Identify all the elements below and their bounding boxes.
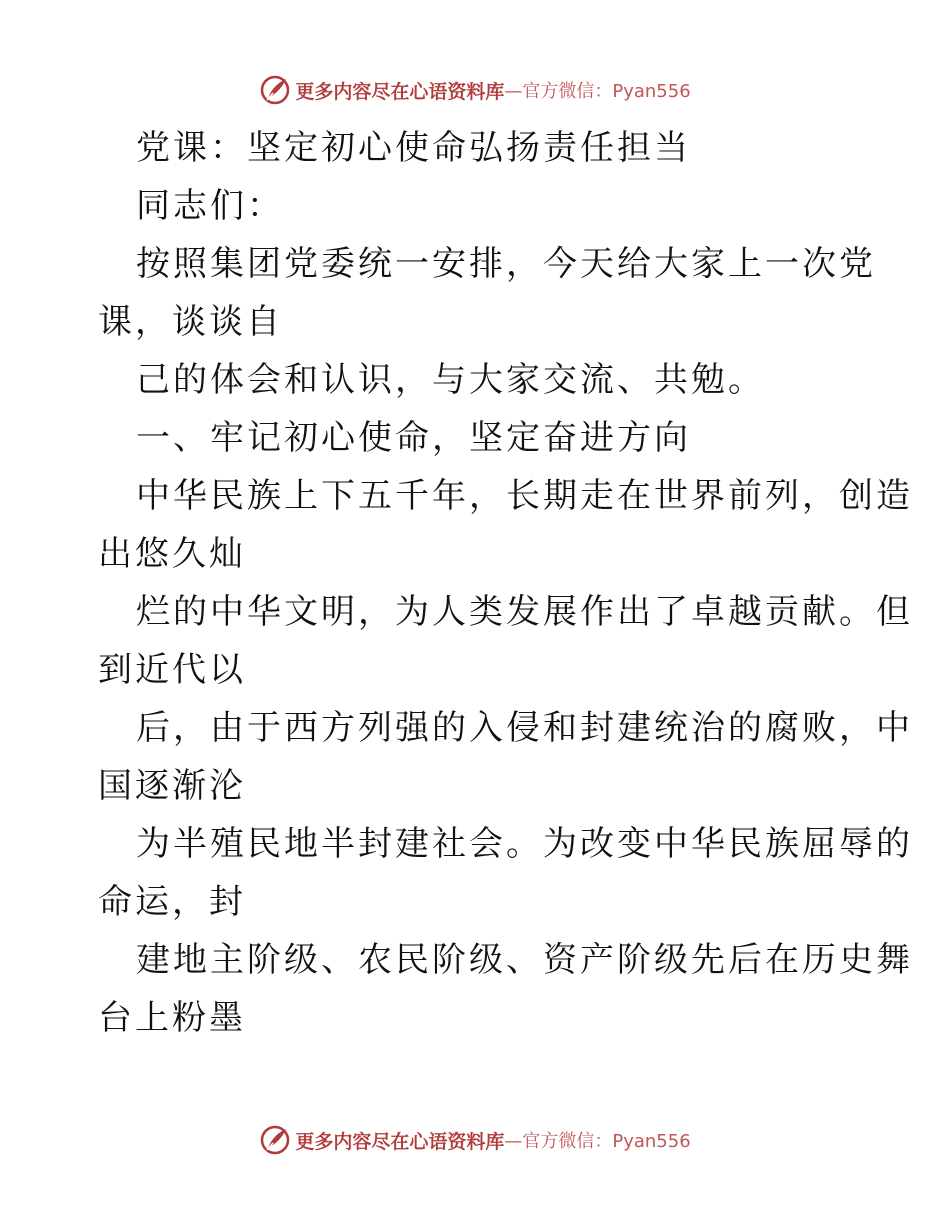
salutation: 同志们： [136, 186, 284, 226]
feather-pen-icon [259, 1124, 291, 1156]
watermark-main-text: 更多内容尽在心语资料库 [295, 1130, 505, 1153]
watermark-sub-text: —官方微信：Pyan556 [504, 81, 691, 102]
body-line: 台上粉墨 [98, 998, 246, 1038]
body-line: 中华民族上下五千年，长期走在世界前列，创造 [136, 476, 913, 516]
section-heading: 一、牢记初心使命，坚定奋进方向 [136, 418, 691, 458]
body-line: 建地主阶级、农民阶级、资产阶级先后在历史舞 [136, 940, 913, 980]
feather-pen-icon [259, 74, 291, 106]
body-line: 为半殖民地半封建社会。为改变中华民族屈辱的 [136, 824, 913, 864]
watermark-main-text: 更多内容尽在心语资料库 [295, 80, 505, 103]
body-line: 课，谈谈自 [98, 302, 283, 342]
footer-watermark [0, 1120, 950, 1160]
body-line: 到近代以 [98, 650, 246, 690]
document-title: 党课：坚定初心使命弘扬责任担当 [136, 128, 691, 168]
header-watermark [0, 70, 950, 110]
body-line: 按照集团党委统一安排，今天给大家上一次党 [136, 244, 876, 284]
watermark-sub-text: —官方微信：Pyan556 [504, 1131, 691, 1152]
body-line: 后，由于西方列强的入侵和封建统治的腐败，中 [136, 708, 913, 748]
body-line: 烂的中华文明，为人类发展作出了卓越贡献。但 [136, 592, 913, 632]
body-line: 出悠久灿 [98, 534, 246, 574]
body-line: 己的体会和认识，与大家交流、共勉。 [136, 360, 765, 400]
body-line: 命运，封 [98, 882, 246, 922]
body-line: 国逐渐沦 [98, 766, 246, 806]
